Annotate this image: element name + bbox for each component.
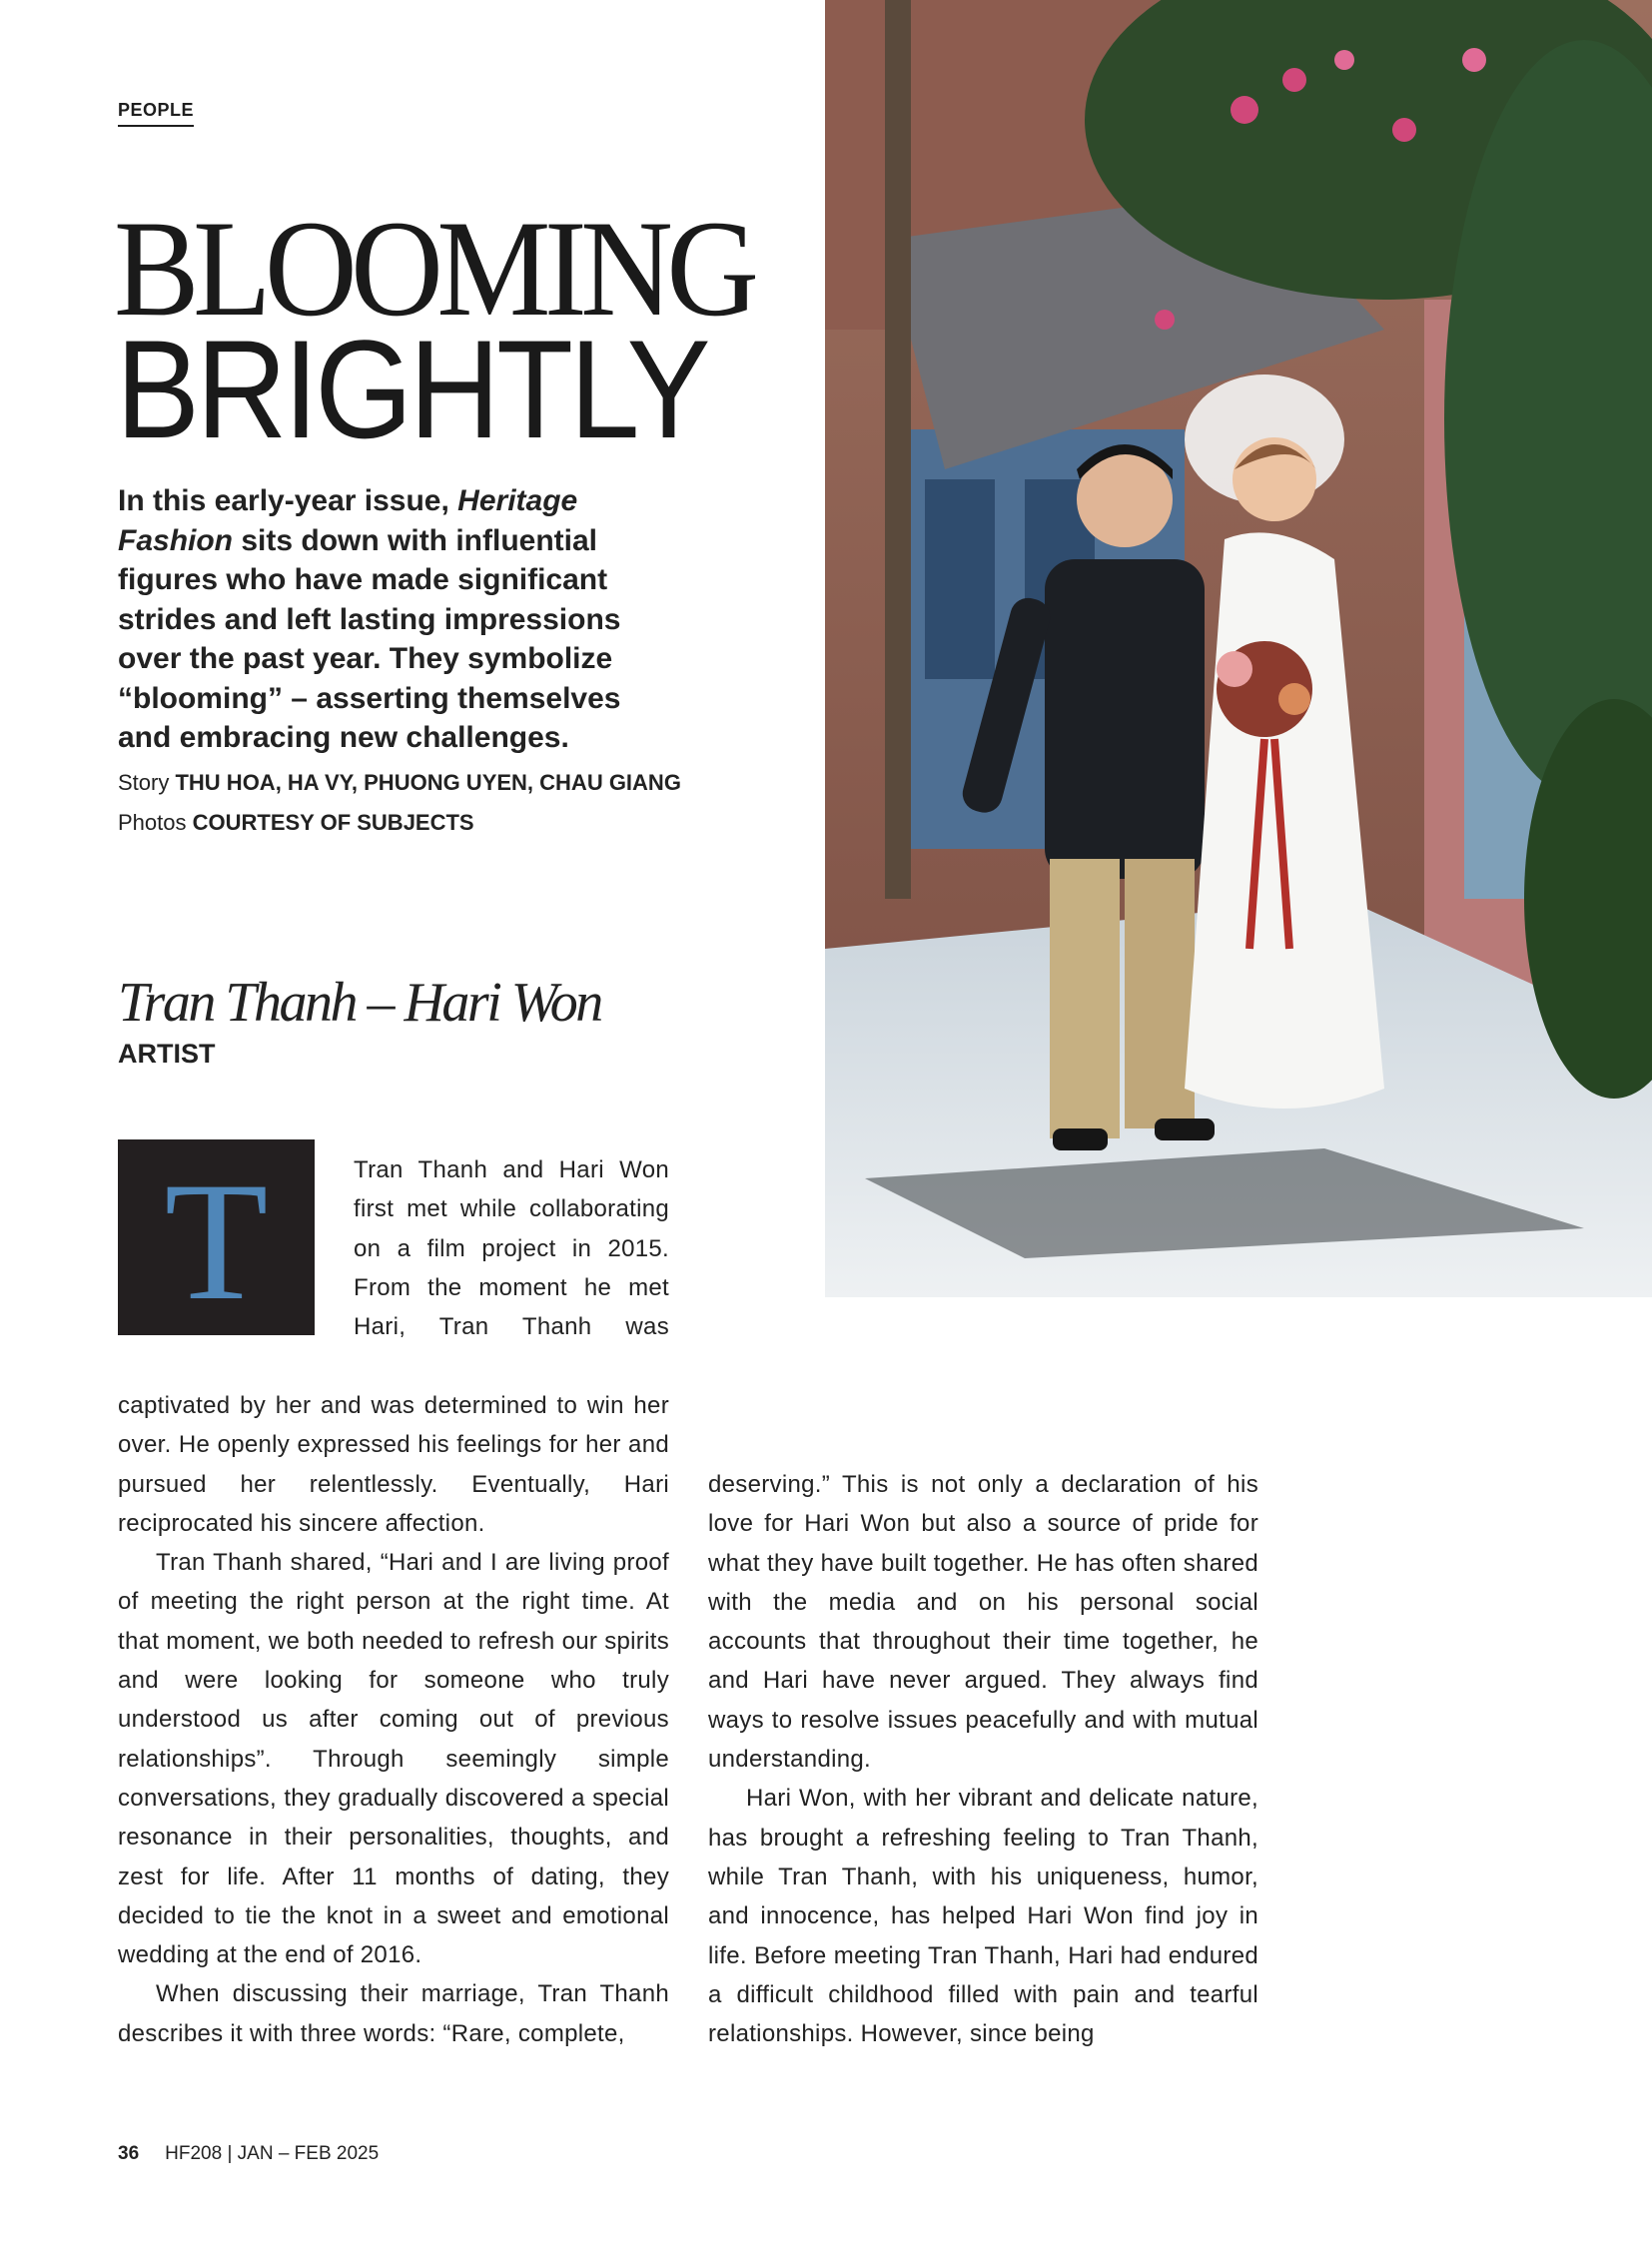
body-column-right [708,1465,1258,2053]
body-p2: Tran Thanh shared, “Hari and I are living proof of meeting the right person at the right time. At that moment, we both needed to refresh our spirits and were looking for someone who truly understood us after coming out of previous relationships”. Through seemingly simple conversations, they gradually discovered a special resonance in their personalities, thoughts, and zest for life. After 11 months of dating, they decided to tie the knot in a sweet and emotional wedding at the end of 2016. [118,1549,669,1969]
body-paragraph-1-top [354,1150,669,1346]
story-label: Story [118,770,170,795]
intro-paragraph [118,481,677,758]
body-p3: When discussing their marriage, Tran Thanh describes it with three words: “Rare, complete, [118,1980,669,2047]
story-names: THU HOA, HA VY, PHUONG UYEN, CHAU GIANG [175,770,681,795]
body-column-left [118,1386,669,2053]
drop-cap [118,1139,315,1335]
drop-cap-letter: T [164,1147,269,1335]
photos-label: Photos [118,810,187,835]
wedding-photo [825,0,1652,1297]
intro-pre: In this early-year issue, [118,484,458,517]
story-credit [118,763,681,803]
intro-post: sits down with influential figures who have made significant strides and left lasting impressions over the past year. They symbolize “blooming” – asserting themselves and embracing new challenges. [118,523,621,754]
subject-name: Tran Thanh – Hari Won [118,972,601,1034]
page-number: 36 [118,2143,140,2164]
body-p4: Hari Won, with her vibrant and delicate nature, has brought a refreshing feeling to Tran Thanh, while Tran Thanh, with his uniqueness, humor, and innocence, has helped Hari Won find joy in life. Before meeting Tran Thanh, Hari had endured a difficult childhood filled with pain and tearful relationships. However, since being [708,1785,1258,2048]
footer [118,2143,379,2165]
photos-credit [118,803,681,843]
issue-info: HF208 | JAN – FEB 2025 [165,2143,380,2164]
body-p1-rest: captivated by her and was determined to win her over. He openly expressed his feelings for her and pursued her relentlessly. Eventually, Hari reciprocated his sincere affection. [118,1392,669,1537]
section-tag: PEOPLE [118,100,194,127]
credits [118,763,681,843]
body-p3-continued: deserving.” This is not only a declaration of his love for Hari Won but also a source of pride for what they have built together. He has often shared with the media and on his personal social accounts that throughout their time together, he and Hari have never argued. They always find ways to resolve issues peacefully and with mutual understanding. [708,1471,1258,1774]
wedding-photo-icon [825,0,1652,1297]
photos-value: COURTESY OF SUBJECTS [192,810,474,835]
body-p1-top: Tran Thanh and Hari Won first met while collaborating on a film project in 2015. From the moment he met Hari, Tran Thanh was [354,1156,669,1341]
title-line-1: BLOOMING [114,192,753,345]
intro-emphasis: Heritage Fashion [118,484,578,557]
title-line-2: BRIGHTLY [116,311,707,467]
subject-role: ARTIST [118,1039,216,1069]
